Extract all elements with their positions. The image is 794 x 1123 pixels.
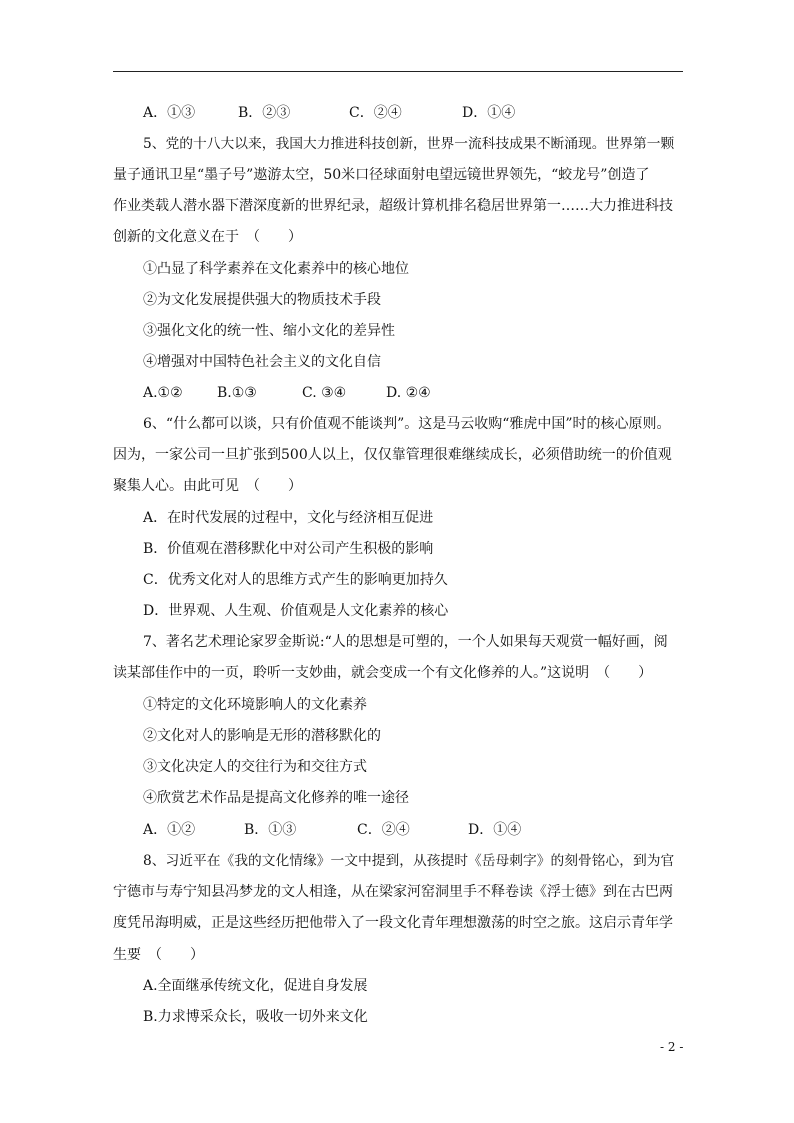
q4-option-c: C．②④ [349, 105, 402, 121]
q4-option-d: D．①④ [462, 105, 516, 121]
q7-stem-line-1: 7、著名艺术理论家罗金斯说:“人的思想是可塑的，一个人如果每天观赏一幅好画，阅 [143, 634, 668, 650]
q7-item-4: ④欣赏艺术作品是提高文化修养的唯一途径 [143, 790, 409, 806]
q5-stem-line-1: 5、党的十八大以来，我国大力推进科技创新，世界一流科技成果不断涌现。世界第一颗 [143, 136, 675, 152]
header-rule [113, 71, 683, 72]
q6-stem-line-2: 因为，一家公司一旦扩张到500人以上，仅仅靠管理很难继续成长，必须借助统一的价值观 [113, 447, 672, 463]
q7-option-d: D．①④ [468, 822, 522, 838]
q8-option-a: A.全面继承传统文化，促进自身发展 [143, 978, 368, 994]
q5-item-4: ④增强对中国特色社会主义的文化自信 [143, 354, 381, 370]
q7-item-1: ①特定的文化环境影响人的文化素养 [143, 697, 367, 713]
q8-stem-line-3: 度凭吊海明威，正是这些经历把他带入了一段文化青年理想激荡的时空之旅。这启示青年学 [113, 915, 673, 931]
q7-option-b: B．①③ [244, 822, 297, 838]
q5-stem-line-3: 作业类载人潜水器下潜深度新的世界纪录，超级计算机排名稳居世界第一……大力推进科技 [113, 198, 673, 214]
q6-option-c: C．优秀文化对人的思维方式产生的影响更加持久 [143, 572, 448, 588]
q5-option-c: C. ③④ [302, 385, 347, 401]
q5-stem-line-2: 量子通讯卫星“墨子号”遨游太空，50米口径球面射电望远镜世界领先，“蛟龙号”创造了 [113, 167, 650, 183]
q8-option-b: B.力求博采众长，吸收一切外来文化 [143, 1009, 368, 1025]
q5-option-a: A.①② [143, 385, 183, 401]
q7-stem-line-2: 读某部佳作中的一页，聆听一支妙曲，就会变成一个有文化修养的人。”这说明 （ ） [113, 665, 653, 681]
page-number: - 2 - [660, 1040, 684, 1054]
q7-item-3: ③文化决定人的交往行为和交往方式 [143, 759, 367, 775]
q7-item-2: ②文化对人的影响是无形的潜移默化的 [143, 728, 381, 744]
q4-option-b: B．②③ [238, 105, 291, 121]
q8-stem-line-1: 8、习近平在《我的文化情缘》一文中提到，从孩提时《岳母刺字》的刻骨铭心，到为官 [143, 853, 675, 869]
q6-option-b: B．价值观在潜移默化中对公司产生积极的影响 [143, 541, 434, 557]
q6-stem-line-3: 聚集人心。由此可见 （ ） [113, 478, 302, 494]
q4-option-a: A．①③ [143, 105, 196, 121]
q5-option-b: B.①③ [217, 385, 257, 401]
q5-stem-line-4: 创新的文化意义在于 （ ） [113, 229, 302, 245]
q6-option-d: D．世界观、人生观、价值观是人文化素养的核心 [143, 603, 449, 619]
q7-option-c: C．②④ [357, 822, 410, 838]
q6-stem-line-1: 6、“什么都可以谈，只有价值观不能谈判”。这是马云收购“雅虎中国”时的核心原则。 [143, 416, 671, 432]
q5-item-1: ①凸显了科学素养在文化素养中的核心地位 [143, 261, 409, 277]
q5-item-2: ②为文化发展提供强大的物质技术手段 [143, 292, 381, 308]
q8-stem-line-4: 生要 （ ） [113, 947, 204, 963]
q6-option-a: A．在时代发展的过程中，文化与经济相互促进 [143, 510, 434, 526]
q8-stem-line-2: 宁德市与寿宁知县冯梦龙的文人相逢，从在梁家河窑洞里手不释卷读《浮士德》到在古巴两 [113, 884, 673, 900]
q5-option-d: D. ②④ [386, 385, 431, 401]
q5-item-3: ③强化文化的统一性、缩小文化的差异性 [143, 323, 395, 339]
q7-option-a: A．①② [143, 822, 196, 838]
